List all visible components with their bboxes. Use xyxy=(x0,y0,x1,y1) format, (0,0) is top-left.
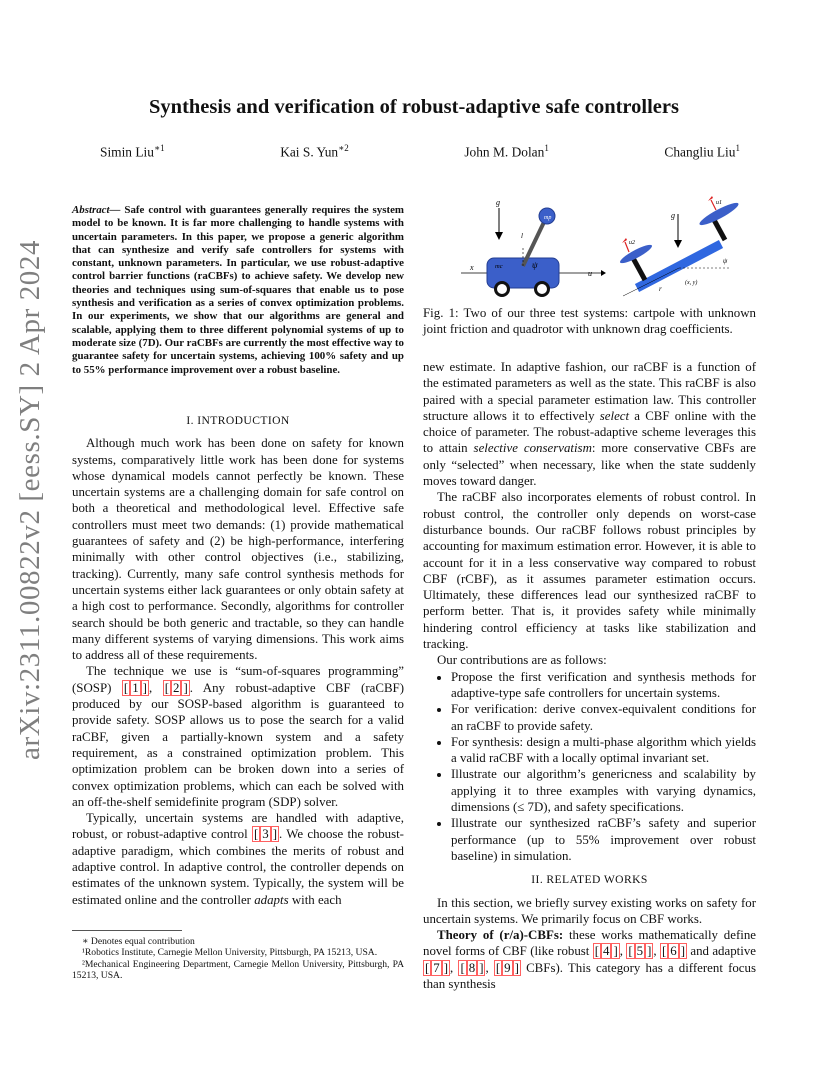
list-item: • For verification: derive convex-equivalent conditions for an raCBF to provide safety. xyxy=(451,701,756,734)
citation-link[interactable]: [ 2 ] xyxy=(164,680,188,695)
author: John M. Dolan$^1$ xyxy=(464,143,549,160)
citation-link[interactable]: [ 4 ] xyxy=(594,944,618,959)
quadrotor-diagram xyxy=(618,196,740,296)
cartpole-diagram xyxy=(461,198,606,296)
fig-label: u2 xyxy=(629,240,635,246)
related-paragraph-1: In this section, we briefly survey existing works on safety for uncertain systems. We primarily focus on CBF works. xyxy=(423,895,756,926)
fig-label: x xyxy=(470,263,474,272)
abstract-text: Safe control with guarantees generally requires the system model to be known. It is far more challenging to handle systems with uncertain parameters. In this paper, we propose a generic algorithm that can synthesize and verify safe controllers for systems with constant, unknown parameters. In particular, we use robust-adaptive control barrier functions (raCBFs) to achieve safety. We develop new theories and techniques using sum-of-squares that enable us to pose synthesis and verification as a series of convex optimization problems. In our experiments, we show that our algorithms are general and scalable, applying them to three different polynomial systems of up to moderate size (7D). Our raCBFs are currently the most effective way to guarantee safety for uncertain systems, achieving 100% safety and up to 55% performance improvement over a robust baseline. xyxy=(72,204,404,376)
fig-label: g xyxy=(671,211,675,220)
fig-label: u xyxy=(588,269,592,278)
footnote-rule xyxy=(72,930,182,931)
figure-1-systems xyxy=(423,196,756,306)
fig-label: mp xyxy=(544,215,552,221)
list-item: • Illustrate our synthesized raCBF’s safety and superior performance (up to 55% improvement over robust baseline) in simulation. xyxy=(451,815,756,864)
citation-link[interactable]: [ 3 ] xyxy=(253,827,277,842)
section-heading-introduction: I. INTRODUCTION xyxy=(186,414,290,427)
paper-title: Synthesis and verification of robust-adaptive safe controllers xyxy=(149,96,679,118)
citation-link[interactable]: [ 7 ] xyxy=(425,960,449,975)
citation-link[interactable]: [ 1 ] xyxy=(123,680,147,695)
fig-label: u1 xyxy=(716,200,722,206)
related-paragraph-2: Theory of (r/a)-CBFs: these works mathematically define novel forms of CBF (like robust [ 4 ] , [ 5 ] , [ 6 ] and adaptive [ 7 ] , [ 8 ] , [ 9 ] CBFs). This category has a different focus than synthesis xyxy=(423,928,756,991)
right-paragraph-1: new estimate. In adaptive fashion, our raCBF is a function of the estimated parameters as well as the state. This raCBF is also paired with a special parameter estimation law. This controller structure allows it to effectively select a CBF online with the choice of parameter. The robust-adaptive scheme leverages this to attain selective conservatism: more conservative CBFs are only “selected” when necessary, like when the state suddenly moves toward danger. xyxy=(423,360,756,489)
right-paragraph-3: Our contributions are as follows: xyxy=(437,653,607,668)
section-heading-related-works: II. RELATED WORKS xyxy=(531,873,648,887)
citation-link[interactable]: [ 8 ] xyxy=(460,960,484,975)
contributions-list xyxy=(423,669,756,865)
author: Kai S. Yun$^{∗2}$ xyxy=(280,143,349,160)
intro-paragraph-3: Typically, uncertain systems are handled with adaptive, robust, or robust-adaptive control [ 3 ] . We choose the robust-adaptive paradigm, which combines the merits of robust and adaptive control. In adaptive control, the controller depends on estimates of the unknown system. Typically, the system will be estimated online and the controller adapts with each xyxy=(72,811,404,907)
intro-paragraph-2: The technique we use is “sum-of-squares programming” (SOSP) [ 1 ] , [ 2 ] . Any robust-adaptive CBF (raCBF) produced by our SOSP-based algorithm is guaranteed to provide safety. SOSP allows us to pose the search for a valid raCBF, given a partially-known system and a safety requirement, as a constrained optimization problem. This optimization problem can be broken down into a series of convex optimization problems, which can each be solved with an off-the-shelf semidefinite program (SDP) solver. xyxy=(72,664,404,809)
fig-label: mc xyxy=(495,263,503,270)
citation-link[interactable]: [ 5 ] xyxy=(628,944,652,959)
author: Simin Liu$^{∗1}$ xyxy=(100,143,165,160)
citation-link[interactable]: [ 6 ] xyxy=(661,944,686,959)
abstract: Abstract— Safe control with guarantees generally requires the system model to be known. It is far more challenging to handle systems with uncertain parameters. In this paper, we propose a generic algorithm that can synthesize and verify safe controllers for systems with constant, unknown parameters. In particular, we use robust-adaptive control barrier functions (raCBFs) to achieve safety. We develop new theories and techniques using sum-of-squares that enable us to pose synthesis and verification as a series of convex optimization problems. In our experiments, we show that our algorithms are general and scalable, applying them to three different polynomial systems of up to moderate size (7D). Our raCBFs are currently the most effective way to guarantee safety for uncertain systems, achieving 100% safety and up to 55% performance improvement over a robust baseline. xyxy=(72,204,404,376)
list-item: • Propose the first verification and synthesis methods for adaptive-type safe controllers for uncertain systems. xyxy=(451,669,756,702)
fig-label: ψ xyxy=(723,257,728,265)
right-paragraph-2: The raCBF also incorporates elements of robust control. In robust control, the controller only depends on worst-case disturbance bounds. Our raCBF follows robust principles by accounting for maximum estimation error. However, it is able to account for it in a less conservative way compared to robust CBF (rCBF), as it assumes parameter estimation occurs. Ultimately, these differences lead our synthesized raCBF to perform better. That is, it provides safety while minimally hindering control efficiency at tasks like stabilization and tracking. xyxy=(423,490,756,652)
figure-caption: Fig. 1: Two of our three test systems: cartpole with unknown joint friction and quadrotor with unknown drag coefficients. xyxy=(423,306,756,337)
list-item: • Illustrate our algorithm’s genericness and scalability by applying it to three examples with varying dynamics, dimensions (≤ 7D), and safety specifications. xyxy=(451,766,756,815)
fig-label: g xyxy=(496,198,500,207)
arxiv-sidebar-id: arXiv:2311.00822v2 [eess.SY] 2 Apr 2024 xyxy=(14,239,46,760)
intro-column xyxy=(72,413,404,908)
footnote-affiliation-1: ¹Robotics Institute, Carnegie Mellon University, Pittsburgh, PA 15213, USA. xyxy=(82,947,378,959)
fig-label: (x, y) xyxy=(685,280,698,286)
right-column xyxy=(423,359,756,992)
intro-paragraph-1: Although much work has been done on safety for known systems, comparatively little work has been done for systems whose dynamical models cannot perfectly be known. These uncertain systems are a challenging domain for safe control on both a theoretical and methodological level. Effective safe controllers must meet two demands: (1) provide mathematical guarantees of safety and (2) be high-performance, interfering minimally with other control objectives (i.e., stabilizing, tracking). Currently, many safe control synthesis methods for uncertain systems either lack guarantees or only obtain safety at a high cost to performance. Secondly, algorithms for controller search should be both generic and tractable, so they can handle many different systems of varying dimensions. This work aims to address all of these requirements. xyxy=(72,436,404,663)
footnote-equal-contribution: ∗ Denotes equal contribution xyxy=(82,936,195,947)
abstract-label: Abstract xyxy=(72,204,110,216)
author: Changliu Liu$^1$ xyxy=(664,143,740,160)
fig-label: ψ xyxy=(532,260,538,270)
footnotes xyxy=(72,930,404,982)
footnote-affiliation-2: ²Mechanical Engineering Department, Carnegie Mellon University, Pittsburgh, PA 15213, USA. xyxy=(72,958,404,982)
citation-link[interactable]: [ 9 ] xyxy=(495,960,519,975)
fig-label: l xyxy=(521,232,523,240)
list-item: • For synthesis: design a multi-phase algorithm which yields a valid raCBF with a locally optimal invariant set. xyxy=(451,734,756,767)
author-list xyxy=(100,143,740,160)
fig-label: r xyxy=(659,285,662,293)
